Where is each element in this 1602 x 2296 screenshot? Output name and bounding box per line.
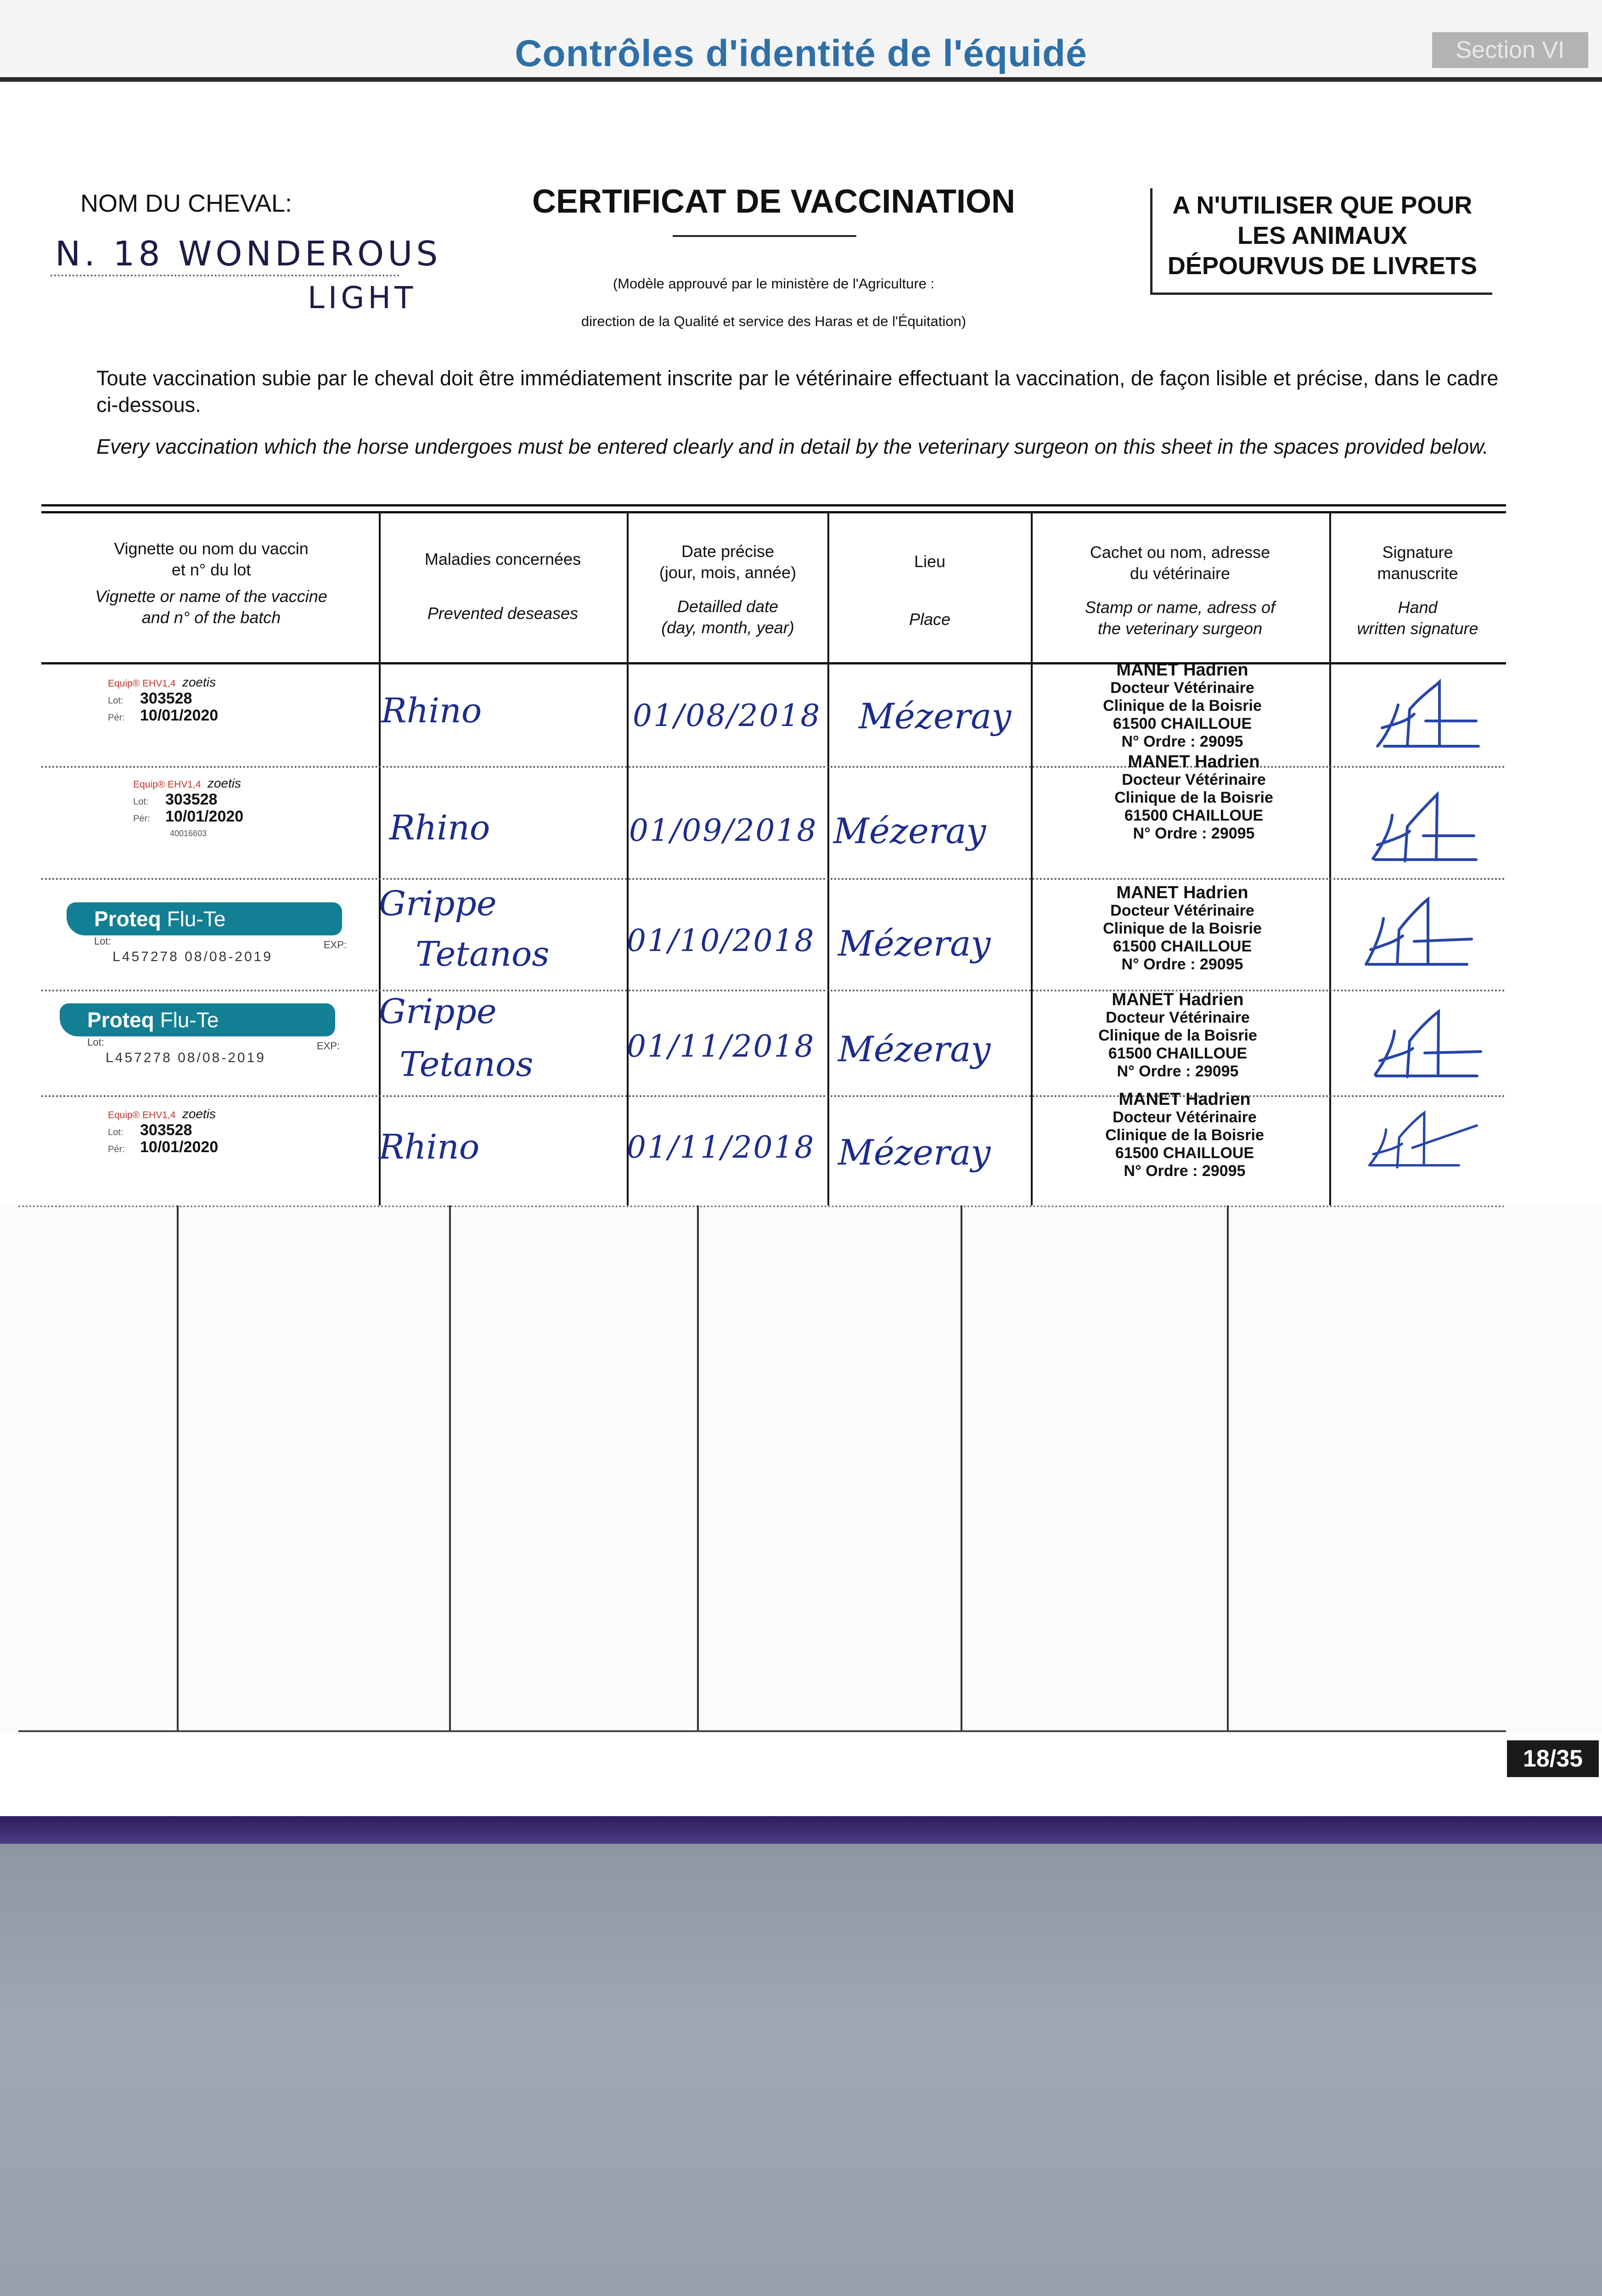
vet-city: 61500 CHAILLOUE [1113, 938, 1252, 955]
header-en-line: (day, month, year) [661, 618, 794, 637]
column-header-signature [1332, 542, 1504, 639]
header-en-line: Place [909, 610, 951, 629]
vet-order: N° Ordre : 29095 [1121, 956, 1243, 973]
expiry-label: Pér: [108, 1144, 125, 1154]
vet-clinic: Clinique de la Boisrie [1098, 1027, 1257, 1044]
vet-name: MANET Hadrien [1112, 990, 1244, 1009]
vet-clinic: Clinique de la Boisrie [1105, 1126, 1264, 1144]
usage-restriction-line: LES ANIMAUX [1237, 222, 1407, 249]
vet-order: N° Ordre : 29095 [1133, 825, 1255, 842]
vaccine-label-proteq [60, 1003, 340, 1081]
vaccine-label-proteq [67, 902, 347, 976]
vaccine-label-equip [108, 1107, 273, 1157]
header-fr-line: Signature [1382, 543, 1453, 562]
vaccine-maker: zoetis [182, 1107, 216, 1121]
vaccine-expiry: 10/01/2020 [140, 707, 219, 724]
instructions-english: Every vaccination which the horse undergoes must be entered clearly and in detail by the veterinary surgeon on this sheet in the spaces provided below. [96, 435, 1489, 458]
expiry-label: EXP: [323, 939, 347, 951]
vaccine-brand: Equip® EHV1,4 [133, 779, 201, 790]
handwritten-signature [1361, 1104, 1481, 1182]
place-entry: Mézeray [838, 1029, 991, 1069]
vaccine-lot: 303528 [140, 690, 192, 707]
column-header-place [830, 551, 1030, 630]
column-divider [449, 1205, 451, 1731]
place-entry: Mézeray [833, 810, 986, 851]
column-header-vaccine [51, 538, 372, 628]
column-divider [1227, 1205, 1229, 1731]
header-fr-line: Cachet ou nom, adresse [1090, 543, 1270, 562]
vet-order: N° Ordre : 29095 [1121, 733, 1243, 750]
veterinarian-stamp [1056, 1091, 1313, 1180]
column-divider [379, 513, 381, 1207]
usage-restriction-line: DÉPOURVUS DE LIVRETS [1167, 252, 1478, 280]
header-rule [0, 77, 1602, 82]
horse-name-underline [51, 275, 399, 278]
vet-title: Docteur Vétérinaire [1106, 1009, 1250, 1026]
handwritten-signature [1371, 677, 1490, 755]
vet-city: 61500 CHAILLOUE [1115, 1144, 1254, 1162]
vet-title: Docteur Vétérinaire [1110, 679, 1254, 697]
header-fr-line: Lieu [914, 552, 946, 571]
certificate-title: CERTIFICAT DE VACCINATION [532, 183, 1015, 220]
proteq-banner [60, 1003, 335, 1036]
expiry-label: Pér: [108, 713, 125, 723]
header-en-line: Detailled date [677, 597, 779, 616]
column-divider [1329, 513, 1331, 1207]
horse-name-line2: LIGHT [308, 280, 417, 315]
column-divider [697, 1205, 699, 1731]
scanner-background [0, 1844, 1602, 2296]
usage-restriction-box [1150, 188, 1492, 295]
vaccine-lot: 303528 [140, 1121, 192, 1139]
header-fr-line: (jour, mois, année) [659, 563, 797, 582]
disease-entry: Grippe [379, 884, 497, 923]
date-entry: 01/09/2018 [629, 813, 818, 848]
vaccine-brand: Proteq [87, 1008, 154, 1032]
header-fr-line: et n° du lot [171, 560, 251, 579]
vet-name: MANET Hadrien [1116, 883, 1248, 902]
veterinarian-stamp [1065, 753, 1322, 843]
lot-label: Lot: [87, 1036, 104, 1048]
vet-city: 61500 CHAILLOUE [1124, 807, 1264, 824]
table-top-rule [41, 504, 1506, 506]
place-entry: Mézeray [859, 696, 1012, 737]
usage-restriction-line: A N'UTILISER QUE POUR [1172, 191, 1473, 219]
vaccine-lot-code: L457278 08/08-2019 [106, 1050, 266, 1065]
header-fr-line: Date précise [681, 542, 775, 561]
vaccine-lot-code: L457278 08/08-2019 [112, 949, 273, 964]
header-fr-line: Vignette ou nom du vaccin [114, 539, 309, 558]
lot-label: Lot: [108, 1127, 124, 1137]
certificate-subtitle-line2: direction de la Qualité et service des Haras et de l'Équitation) [581, 313, 967, 329]
column-divider [827, 513, 829, 1207]
header-en-line: written signature [1357, 619, 1478, 638]
vaccine-maker: zoetis [182, 675, 216, 689]
vaccine-product: Flu-Te [160, 1008, 219, 1032]
header-fr-line: manuscrite [1377, 564, 1458, 583]
vaccine-expiry: 10/01/2020 [165, 808, 244, 825]
header-en-line: Hand [1398, 598, 1438, 617]
date-entry: 01/10/2018 [627, 923, 815, 958]
header-fr-line: Maladies concernées [424, 550, 581, 568]
certificate-subtitle-line1: (Modèle approuvé par le ministère de l'Agriculture : [613, 276, 935, 292]
date-entry: 01/11/2018 [627, 1029, 815, 1064]
expiry-label: Pér: [133, 814, 150, 824]
vaccine-expiry: 10/01/2020 [140, 1138, 219, 1156]
veterinarian-stamp [1054, 884, 1311, 974]
section-title: Contrôles d'identité de l'équidé [515, 33, 1087, 74]
vet-order: N° Ordre : 29095 [1117, 1063, 1239, 1080]
lower-bottom-rule [18, 1730, 1506, 1732]
expiry-label: EXP: [316, 1040, 340, 1052]
column-divider [177, 1205, 179, 1731]
lot-label: Lot: [108, 696, 124, 706]
place-entry: Mézeray [838, 923, 991, 964]
vet-name: MANET Hadrien [1128, 752, 1260, 771]
header-en-line: Vignette or name of the vaccine [95, 587, 327, 606]
vet-title: Docteur Vétérinaire [1110, 902, 1254, 919]
vaccine-label-equip [133, 776, 298, 841]
disease-entry: Grippe [379, 992, 497, 1031]
header-en-line: Stamp or name, adress of [1085, 598, 1276, 617]
column-header-diseases [381, 549, 624, 624]
disease-entry: Rhino [381, 691, 482, 731]
handwritten-signature [1364, 790, 1483, 868]
proteq-banner [67, 902, 342, 935]
lower-blank-area [0, 1205, 1602, 1733]
bleed-through-text [312, 1240, 331, 1304]
vet-order: N° Ordre : 29095 [1124, 1162, 1246, 1180]
binder-edge [0, 1816, 1602, 1844]
header-en-line: and n° of the batch [141, 608, 281, 627]
column-divider [961, 1205, 962, 1731]
disease-entry: Rhino [389, 808, 490, 848]
horse-name-line1: N. 18 WONDEROUS [55, 234, 442, 274]
date-entry: 01/08/2018 [633, 698, 821, 733]
vaccine-lot: 303528 [165, 791, 218, 808]
vet-name: MANET Hadrien [1116, 660, 1248, 680]
vet-title: Docteur Vétérinaire [1122, 771, 1266, 788]
vaccine-label-equip [108, 675, 273, 725]
disease-entry: Tetanos [399, 1045, 534, 1084]
date-entry: 01/11/2018 [627, 1130, 815, 1165]
row-separator [41, 878, 1506, 880]
header-en-line: the veterinary surgeon [1097, 619, 1263, 638]
vaccine-maker: zoetis [207, 776, 241, 790]
section-tag: Section VI [1432, 32, 1588, 68]
vaccine-product: Flu-Te [167, 907, 226, 931]
disease-entry: Rhino [379, 1127, 480, 1167]
lower-top-rule [18, 1205, 1506, 1207]
page-number-badge: 18/35 [1507, 1740, 1599, 1777]
veterinarian-stamp [1049, 991, 1306, 1080]
column-header-date [629, 541, 826, 638]
vet-city: 61500 CHAILLOUE [1108, 1045, 1248, 1062]
lot-label: Lot: [94, 935, 111, 947]
vaccine-brand: Equip® EHV1,4 [108, 678, 176, 689]
certificate-title-rule [673, 235, 856, 237]
vet-clinic: Clinique de la Boisrie [1114, 789, 1273, 806]
vet-city: 61500 CHAILLOUE [1113, 715, 1252, 732]
header-fr-line: du vétérinaire [1130, 564, 1231, 583]
vaccine-brand: Equip® EHV1,4 [108, 1110, 176, 1120]
vet-clinic: Clinique de la Boisrie [1103, 697, 1262, 715]
instructions-french: Toute vaccination subie par le cheval doit être immédiatement inscrite par le vétérinaire effectuant la vaccination, de façon lisible et précise, dans le cadre ci-dessous. [96, 366, 1499, 416]
column-divider [627, 513, 629, 1207]
vaccine-extra-code: 40016603 [170, 829, 207, 838]
handwritten-signature [1357, 895, 1476, 974]
handwritten-signature [1366, 1008, 1485, 1086]
vet-title: Docteur Vétérinaire [1113, 1109, 1257, 1126]
column-divider [1031, 513, 1033, 1207]
disease-entry: Tetanos [416, 934, 550, 974]
place-entry: Mézeray [838, 1132, 991, 1173]
table-top-rule [41, 511, 1506, 513]
horse-name-label: NOM DU CHEVAL: [80, 190, 292, 217]
veterinarian-stamp [1054, 661, 1311, 751]
vet-name: MANET Hadrien [1119, 1090, 1251, 1109]
column-header-veterinarian [1033, 542, 1327, 639]
lot-label: Lot: [133, 797, 149, 807]
vaccine-brand: Proteq [94, 907, 161, 931]
vet-clinic: Clinique de la Boisrie [1103, 920, 1262, 937]
header-en-line: Prevented deseases [427, 604, 579, 623]
